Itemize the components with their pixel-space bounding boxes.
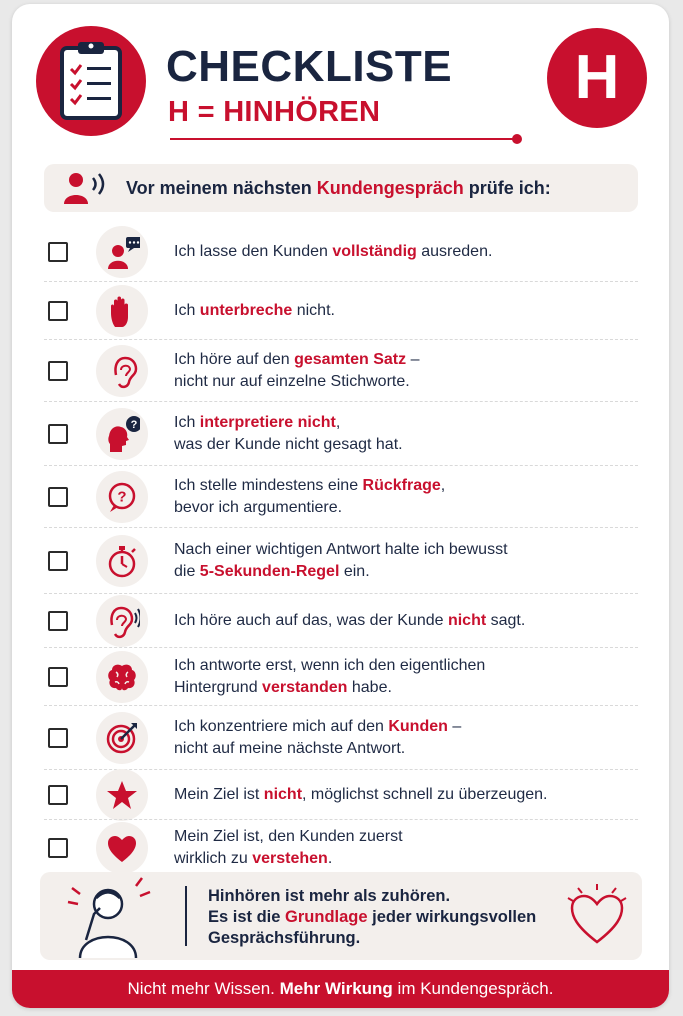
svg-text:?: ? xyxy=(117,488,127,506)
item-text xyxy=(174,655,485,699)
speaking-person-icon xyxy=(62,170,114,206)
item-icon-circle xyxy=(96,285,148,337)
item-checkbox[interactable] xyxy=(48,301,68,321)
question-head-icon xyxy=(104,416,140,452)
item-checkbox[interactable] xyxy=(48,838,68,858)
checklist-item xyxy=(12,466,669,528)
checklist-item xyxy=(12,706,669,770)
item-icon-circle xyxy=(96,769,148,821)
ear-icon xyxy=(104,353,140,389)
item-text-line: die 5-Sekunden-Regel ein. xyxy=(174,563,370,580)
item-checkbox[interactable] xyxy=(48,728,68,748)
item-text xyxy=(174,716,461,760)
summary-box xyxy=(40,872,642,960)
item-icon-circle xyxy=(96,822,148,874)
heart-icon xyxy=(104,830,140,866)
item-icon-circle xyxy=(96,345,148,397)
item-text-line: Ich konzentriere mich auf den Kunden – xyxy=(174,718,462,735)
item-text-line: Ich lasse den Kunden vollständig ausreden. xyxy=(174,243,493,260)
item-text-line: nicht nur auf einzelne Stichworte. xyxy=(174,373,410,390)
title-underline-dot xyxy=(512,134,522,144)
checklist-item xyxy=(12,648,669,706)
checklist-item xyxy=(12,340,669,402)
item-text-line: nicht auf meine nächste Antwort. xyxy=(174,740,406,757)
clipboard-badge xyxy=(36,26,146,136)
item-text-line: was der Kunde nicht gesagt hat. xyxy=(174,436,403,453)
item-icon-circle xyxy=(96,408,148,460)
item-checkbox[interactable] xyxy=(48,551,68,571)
summary-text: Hinhören ist mehr als zuhören. Es ist die Grundlage jeder wirkungsvollen Gesprächsführung. xyxy=(208,887,537,947)
stop-hand-icon xyxy=(104,293,140,329)
stopwatch-icon xyxy=(104,543,140,579)
item-icon-circle xyxy=(96,595,148,647)
checklist-item xyxy=(12,770,669,820)
item-text xyxy=(174,241,492,263)
item-icon-circle xyxy=(96,651,148,703)
intro-banner xyxy=(44,164,638,212)
ear-sound-icon xyxy=(104,603,140,639)
item-text xyxy=(174,826,403,870)
item-text-line: Hintergrund verstanden habe. xyxy=(174,679,392,696)
svg-text:?: ? xyxy=(130,419,138,431)
item-text-line: wirklich zu verstehen. xyxy=(174,850,333,867)
checklist-item xyxy=(12,402,669,466)
item-checkbox[interactable] xyxy=(48,424,68,444)
checklist-card xyxy=(12,4,669,1008)
listening-person-icon xyxy=(60,874,170,958)
item-text xyxy=(174,349,419,393)
speech-bubble-person-icon xyxy=(104,234,140,270)
item-checkbox[interactable] xyxy=(48,361,68,381)
intro-text: Vor meinem nächsten Kundengespräch prüfe ich: xyxy=(126,178,551,198)
item-checkbox[interactable] xyxy=(48,785,68,805)
checklist-item xyxy=(12,282,669,340)
page-title: CHECKLISTE xyxy=(166,42,453,91)
item-text-line: Ich höre auf den gesamten Satz – xyxy=(174,351,420,368)
item-text-line: Mein Ziel ist nicht, möglichst schnell zu überzeugen. xyxy=(174,786,548,803)
item-icon-circle xyxy=(96,712,148,764)
page-subtitle: H = HINHÖREN xyxy=(168,96,381,128)
bottom-banner: Nicht mehr Wissen. Mehr Wirkung im Kundengespräch. xyxy=(12,970,669,1008)
clipboard-checklist-icon xyxy=(58,40,124,122)
item-checkbox[interactable] xyxy=(48,242,68,262)
item-checkbox[interactable] xyxy=(48,487,68,507)
item-text-line: Ich unterbreche nicht. xyxy=(174,302,335,319)
target-icon xyxy=(104,720,140,756)
checklist-item xyxy=(12,820,669,876)
header xyxy=(12,4,669,164)
item-text xyxy=(174,784,547,806)
question-bubble-icon xyxy=(104,479,140,515)
item-text xyxy=(174,300,335,322)
item-text-line: Mein Ziel ist, den Kunden zuerst xyxy=(174,828,403,845)
checklist-item xyxy=(12,528,669,594)
summary-divider xyxy=(185,886,187,946)
item-text-line: Ich stelle mindestens eine Rückfrage, xyxy=(174,477,446,494)
checklist-item xyxy=(12,222,669,282)
item-text xyxy=(174,412,403,456)
heart-outline-icon xyxy=(564,882,630,948)
title-underline xyxy=(170,138,516,140)
item-text xyxy=(174,475,445,519)
checklist-item xyxy=(12,594,669,648)
item-text-line: Ich höre auch auf das, was der Kunde nicht sagt. xyxy=(174,612,526,629)
star-icon xyxy=(104,777,140,813)
item-text xyxy=(174,610,525,632)
item-text-line: bevor ich argumentiere. xyxy=(174,499,343,516)
item-text-line: Ich antworte erst, wenn ich den eigentlichen xyxy=(174,657,486,674)
item-checkbox[interactable] xyxy=(48,611,68,631)
item-icon-circle xyxy=(96,226,148,278)
item-text xyxy=(174,539,508,583)
h-letter-badge: H xyxy=(547,28,647,128)
item-icon-circle xyxy=(96,535,148,587)
item-text-line: Ich interpretiere nicht, xyxy=(174,414,341,431)
item-icon-circle xyxy=(96,471,148,523)
brain-icon xyxy=(104,659,140,695)
item-checkbox[interactable] xyxy=(48,667,68,687)
item-text-line: Nach einer wichtigen Antwort halte ich bewusst xyxy=(174,541,508,558)
